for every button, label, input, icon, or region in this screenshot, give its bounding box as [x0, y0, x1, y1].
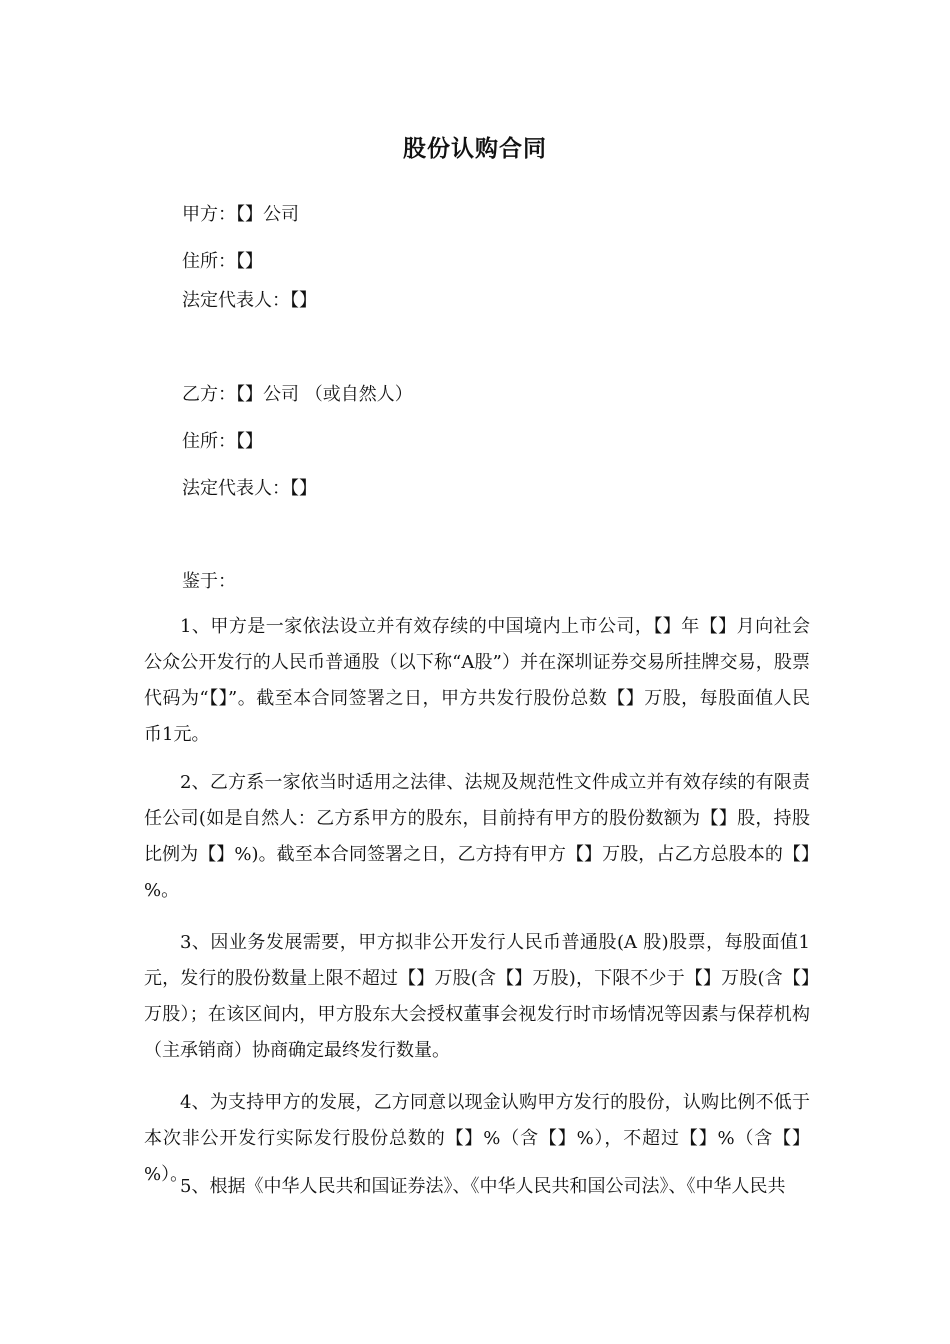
clause-5: 5、根据《中华人民共和国证券法》、《中华人民共和国公司法》、《中华人民共 [180, 1176, 786, 1197]
party-b-name: 乙方：【】公司 （或自然人） [182, 384, 413, 405]
party-a-name: 甲方：【】公司 [182, 204, 299, 225]
clause-3: 3、因业务发展需要，甲方拟非公开发行人民币普通股(A 股)股票，每股面值1元，发行的股份数量上限不超过【】万股(含【】万股)，下限不少于【】万股(含【】万股）；在该区间内，甲方股东大会授权董事会视发行时市场情况等因素与保荐机构（主承销商）协商确定最终发行数量。 [144, 932, 810, 1061]
clause-2: 2、乙方系一家依当时适用之法律、法规及规范性文件成立并有效存续的有限责任公司(如是自然人：乙方系甲方的股东，目前持有甲方的股份数额为【】股，持股比例为【】%)。截至本合同签署之日，乙方持有甲方【】万股，占乙方总股本的【】%。 [144, 772, 810, 901]
page-title: 股份认购合同 [403, 135, 547, 162]
clause-1: 1、甲方是一家依法设立并有效存续的中国境内上市公司，【】年【】月向社会公众公开发行的人民币普通股（以下称“A股”）并在深圳证券交易所挂牌交易，股票代码为“【】”。截至本合同签署之日，甲方共发行股份总数【】万股，每股面值人民币1元。 [144, 616, 810, 745]
party-a-address: 住所：【】 [182, 251, 263, 272]
party-b-address: 住所：【】 [182, 431, 263, 452]
party-a-legal-rep: 法定代表人：【】 [182, 290, 317, 311]
party-b-legal-rep: 法定代表人：【】 [182, 478, 317, 499]
whereas-heading: 鉴于： [182, 571, 236, 592]
clause-4: 4、为支持甲方的发展，乙方同意以现金认购甲方发行的股份，认购比例不低于本次非公开发行实际发行股份总数的【】%（含【】%），不超过【】%（含【】%）。 [144, 1092, 810, 1185]
